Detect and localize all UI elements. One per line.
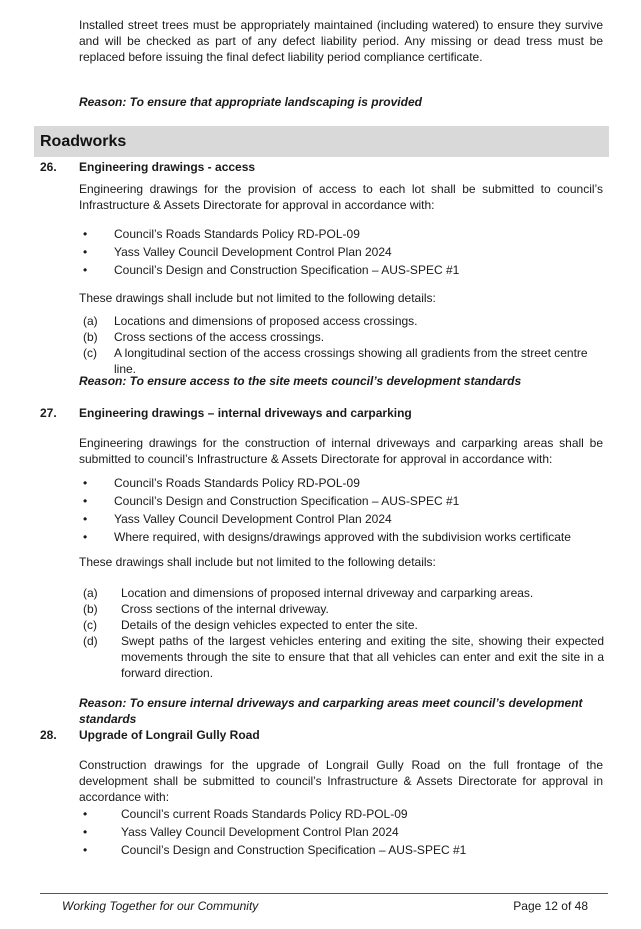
condition-heading: Upgrade of Longrail Gully Road bbox=[79, 728, 260, 742]
list-item: (c) A longitudinal section of the access crossings showing all gradients from the street centre line. bbox=[83, 346, 588, 376]
requirements-list bbox=[79, 805, 609, 859]
list-item: (a) Location and dimensions of proposed internal driveway and carparking areas. bbox=[83, 586, 534, 600]
list-item: • Where required, with designs/drawings approved with the subdivision works certificate bbox=[83, 530, 571, 544]
list-item: • Council’s Roads Standards Policy RD-POL-09 bbox=[83, 476, 360, 490]
bullet-icon: • bbox=[83, 494, 88, 508]
list-item: • Yass Valley Council Development Control Plan 2024 bbox=[83, 512, 392, 526]
list-item: (b) Cross sections of the access crossings. bbox=[83, 330, 325, 344]
section-banner bbox=[34, 126, 609, 157]
requirements-list bbox=[79, 474, 609, 546]
condition-number: 26. bbox=[40, 160, 57, 174]
bullet-icon: • bbox=[83, 825, 88, 839]
bullet-icon: • bbox=[83, 530, 88, 544]
condition-paragraph: Engineering drawings for the provision of access to each lot shall be submitted to council’s Infrastructure & Assets Directorate for approval in accordance with: bbox=[79, 182, 603, 212]
page-number: Page 12 of 48 bbox=[513, 899, 588, 913]
bullet-icon: • bbox=[83, 512, 88, 526]
footer-divider bbox=[40, 893, 608, 894]
bullet-icon: • bbox=[83, 263, 88, 277]
condition-heading: Engineering drawings – internal driveways and carparking bbox=[79, 406, 412, 420]
details-intro: These drawings shall include but not limited to the following details: bbox=[79, 291, 436, 305]
bullet-icon: • bbox=[83, 476, 88, 490]
intro-paragraph: Installed street trees must be appropriately maintained (including watered) to ensure they survive and will be checked as part of any defect liability period. Any missing or dead tress must be replaced before issuing the final defect liability period compliance certificate. bbox=[79, 18, 603, 64]
requirements-list bbox=[79, 225, 609, 279]
list-item: (a) Locations and dimensions of proposed access crossings. bbox=[83, 314, 418, 328]
intro-reason: Reason: To ensure that appropriate landscaping is provided bbox=[79, 95, 422, 109]
details-list bbox=[79, 585, 609, 681]
list-item: • Council’s Roads Standards Policy RD-POL-09 bbox=[83, 227, 360, 241]
footer-slogan: Working Together for our Community bbox=[62, 899, 259, 913]
list-item: (b) Cross sections of the internal driveway. bbox=[83, 602, 329, 616]
condition-paragraph: Engineering drawings for the construction of internal driveways and carparking areas shall be submitted to council’s Infrastructure & Assets Directorate for approval in accordance with: bbox=[79, 436, 603, 466]
list-item: • Council’s Design and Construction Specification – AUS-SPEC #1 bbox=[83, 263, 460, 277]
condition-number: 28. bbox=[40, 728, 57, 742]
bullet-icon: • bbox=[83, 245, 88, 259]
list-item: • Council’s current Roads Standards Policy RD-POL-09 bbox=[83, 807, 408, 821]
condition-paragraph: Construction drawings for the upgrade of Longrail Gully Road on the full frontage of the development shall be submitted to council’s Infrastructure & Assets Directorate for approval in accordance with: bbox=[79, 758, 603, 804]
section-title: Roadworks bbox=[40, 133, 127, 150]
list-item: • Yass Valley Council Development Control Plan 2024 bbox=[83, 825, 399, 839]
list-item: • Council’s Design and Construction Specification – AUS-SPEC #1 bbox=[83, 494, 460, 508]
details-intro: These drawings shall include but not limited to the following details: bbox=[79, 555, 436, 569]
bullet-icon: • bbox=[83, 227, 88, 241]
list-item: • Council’s Design and Construction Specification – AUS-SPEC #1 bbox=[83, 843, 467, 857]
details-list bbox=[79, 313, 609, 377]
list-item: (d) Swept paths of the largest vehicles entering and exiting the site, showing their expected movements through the site to ensure that that all vehicles can enter and exit the site in a forward direction. bbox=[83, 634, 604, 680]
bullet-icon: • bbox=[83, 807, 88, 821]
condition-number: 27. bbox=[40, 406, 57, 420]
condition-reason: Reason: To ensure access to the site meets council’s development standards bbox=[79, 374, 522, 388]
list-item: • Yass Valley Council Development Control Plan 2024 bbox=[83, 245, 392, 259]
list-item: (c) Details of the design vehicles expected to enter the site. bbox=[83, 618, 418, 632]
condition-reason: Reason: To ensure internal driveways and carparking areas meet council’s development standards bbox=[79, 696, 583, 726]
bullet-icon: • bbox=[83, 843, 88, 857]
condition-heading: Engineering drawings - access bbox=[79, 160, 256, 174]
